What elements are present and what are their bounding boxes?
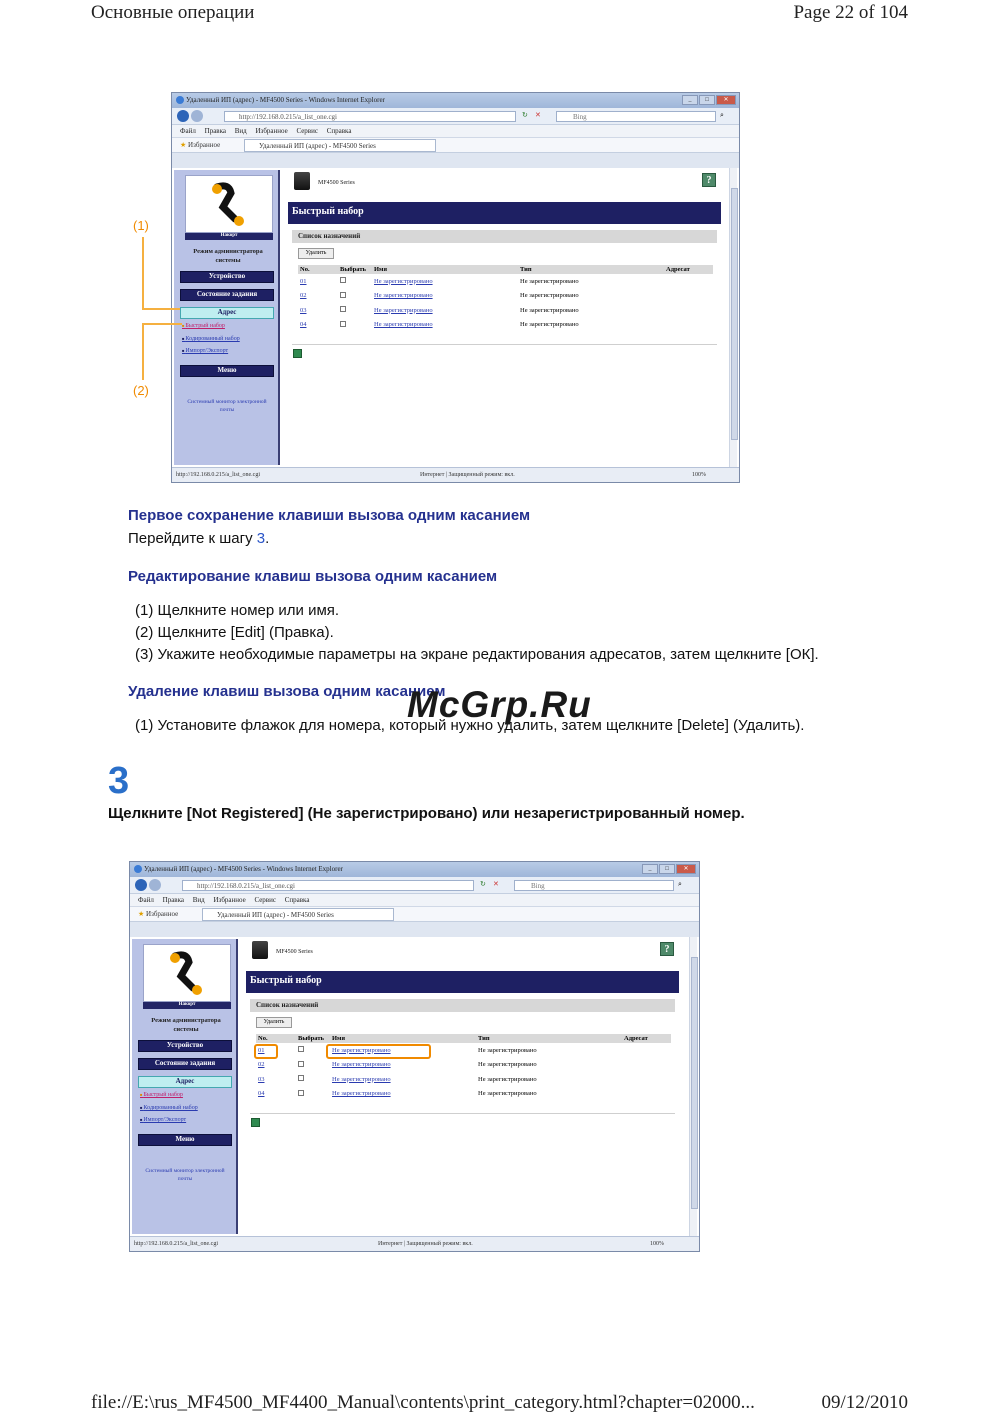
row-number[interactable]: 04 xyxy=(258,1090,265,1098)
sublink-import-export[interactable]: ■ Импорт/Экспорт xyxy=(182,348,228,354)
table-row xyxy=(298,303,713,318)
row-number[interactable]: 02 xyxy=(300,292,307,300)
status-zone: Интернет | Защищенный режим: вкл. xyxy=(420,472,515,478)
row-name[interactable]: Не зарегистрировано xyxy=(374,292,433,300)
search-icon[interactable]: ⌕ xyxy=(678,880,682,888)
col-no: No. xyxy=(298,265,338,274)
admin-mode-label: Режим администратора системы xyxy=(151,1017,221,1033)
menu-edit[interactable]: Правка xyxy=(204,127,227,135)
logo-caption: Накорт xyxy=(143,1002,231,1009)
step-3-link[interactable]: 3 xyxy=(256,530,266,547)
row-name[interactable]: Не зарегистрировано xyxy=(332,1046,391,1054)
url-input[interactable]: http://192.168.0.215/a_list_one.cgi xyxy=(182,880,474,891)
table-row xyxy=(256,1043,671,1058)
browser-title: Удаленный ИП (адрес) - MF4500 Series - Windows Internet Explorer xyxy=(186,96,385,104)
callout-2-line xyxy=(142,324,144,380)
stop-icon[interactable]: ✕ xyxy=(493,880,499,888)
rui-main xyxy=(242,937,689,1236)
col-select: Выбрать xyxy=(296,1034,330,1043)
printer-icon xyxy=(294,172,310,190)
menu-favorites[interactable]: Избранное xyxy=(255,127,288,135)
minimize-button[interactable]: _ xyxy=(642,864,658,874)
scrollbar[interactable] xyxy=(689,937,697,1236)
status-bar xyxy=(172,467,739,482)
row-checkbox[interactable] xyxy=(298,1075,304,1081)
top-of-page-icon[interactable] xyxy=(293,349,302,358)
page-content xyxy=(130,937,699,1236)
menu-file[interactable]: Файл xyxy=(138,896,154,904)
col-type: Тип xyxy=(518,265,664,274)
browser-tab[interactable]: Удаленный ИП (адрес) - MF4500 Series xyxy=(202,908,394,921)
row-name[interactable]: Не зарегистрировано xyxy=(374,321,433,329)
nav-menu[interactable]: Меню xyxy=(180,365,274,377)
sublink-speed-dial[interactable]: ■ Быстрый набор xyxy=(182,323,225,329)
rui-main xyxy=(284,168,729,467)
ie-icon xyxy=(134,865,142,873)
divider xyxy=(250,1113,675,1114)
back-icon[interactable] xyxy=(135,879,147,891)
menu-edit[interactable]: Правка xyxy=(162,896,185,904)
row-name[interactable]: Не зарегистрировано xyxy=(374,277,433,285)
callout-1: (1) xyxy=(133,218,149,233)
col-name: Имя xyxy=(372,265,518,274)
favorites-label[interactable]: Избранное xyxy=(188,141,221,149)
nav-address[interactable]: Адрес xyxy=(138,1076,232,1088)
step-title: Щелкните [Not Registered] (Не зарегистрировано) или незарегистрированный номер. xyxy=(108,805,745,822)
rui-sidebar xyxy=(132,939,238,1234)
printer-icon xyxy=(252,941,268,959)
table-row xyxy=(298,289,713,304)
row-checkbox[interactable] xyxy=(298,1090,304,1096)
sublink-import-export[interactable]: ■ Импорт/Экспорт xyxy=(140,1117,186,1123)
callout-2: (2) xyxy=(133,383,149,398)
watermark-logo: McGrp.Ru xyxy=(407,684,592,725)
logo-icon xyxy=(185,175,273,233)
status-url: http://192.168.0.215/a_list_one.cgi xyxy=(176,472,260,478)
first-save-prefix: Перейдите к шагу xyxy=(128,530,257,547)
series-label: MF4500 Series xyxy=(318,180,355,186)
url-input[interactable]: http://192.168.0.215/a_list_one.cgi xyxy=(224,111,516,122)
delete-heading: Удаление клавиш вызова одним касанием xyxy=(128,683,446,700)
nav-device[interactable]: Устройство xyxy=(180,271,274,283)
zoom-level[interactable]: 100% xyxy=(692,472,706,478)
page-banner: Быстрый набор xyxy=(288,202,721,224)
menu-bar xyxy=(172,125,739,138)
star-icon[interactable]: ★ xyxy=(180,141,187,149)
first-save-suffix: . xyxy=(265,530,270,547)
screenshot-bottom xyxy=(129,861,700,1252)
browser-titlebar xyxy=(130,862,699,877)
destination-table xyxy=(298,265,713,332)
series-label: MF4500 Series xyxy=(276,949,313,955)
menu-help[interactable]: Справка xyxy=(284,896,310,904)
table-row xyxy=(298,274,713,289)
browser-titlebar xyxy=(172,93,739,108)
page-footer-path: file://E:\rus_MF4500_MF4400_Manual\contents\print_category.html?chapter=02000... xyxy=(91,1392,755,1413)
address-bar xyxy=(172,108,739,125)
col-type: Тип xyxy=(476,1034,622,1043)
row-name[interactable]: Не зарегистрировано xyxy=(374,306,433,314)
close-button[interactable]: ✕ xyxy=(716,95,736,105)
row-checkbox[interactable] xyxy=(340,306,346,312)
menu-tools[interactable]: Сервис xyxy=(254,896,276,904)
sublink-coded-dial[interactable]: ■ Кодированный набор xyxy=(182,336,240,342)
row-type: Не зарегистрировано xyxy=(478,1046,537,1054)
maximize-button[interactable]: □ xyxy=(659,864,675,874)
delete-button[interactable]: Удалить xyxy=(298,248,334,259)
row-checkbox[interactable] xyxy=(298,1046,304,1052)
table-row xyxy=(256,1087,671,1102)
row-number[interactable]: 03 xyxy=(300,306,307,314)
callout-1-connector xyxy=(142,308,180,310)
edit-step-1: (1) Щелкните номер или имя. xyxy=(135,602,340,619)
divider xyxy=(292,344,717,345)
row-number[interactable]: 01 xyxy=(258,1046,265,1054)
row-number[interactable]: 03 xyxy=(258,1075,265,1083)
status-bar xyxy=(130,1236,699,1251)
first-save-text xyxy=(128,530,269,547)
row-checkbox[interactable] xyxy=(298,1061,304,1067)
page-number: Page 22 of 104 xyxy=(793,2,908,23)
email-monitor-link[interactable]: Системный монитор электронной почты xyxy=(187,399,267,413)
table-row xyxy=(256,1058,671,1073)
row-type: Не зарегистрировано xyxy=(520,306,579,314)
delete-button[interactable]: Удалить xyxy=(256,1017,292,1028)
sublink-coded-dial[interactable]: ■ Кодированный набор xyxy=(140,1105,198,1111)
star-icon[interactable]: ★ xyxy=(138,910,145,918)
forward-icon[interactable] xyxy=(149,879,161,891)
help-icon[interactable]: ? xyxy=(660,942,674,956)
menu-bar xyxy=(130,894,699,907)
page-banner: Быстрый набор xyxy=(246,971,679,993)
menu-tools[interactable]: Сервис xyxy=(296,127,318,135)
row-name[interactable]: Не зарегистрировано xyxy=(332,1075,391,1083)
edit-step-2: (2) Щелкните [Edit] (Правка). xyxy=(135,624,334,641)
menu-file[interactable]: Файл xyxy=(180,127,196,135)
destination-table xyxy=(256,1034,671,1101)
forward-icon[interactable] xyxy=(191,110,203,122)
row-type: Не зарегистрировано xyxy=(520,292,579,300)
refresh-icon[interactable]: ↻ xyxy=(480,880,486,888)
edit-heading: Редактирование клавиш вызова одним касанием xyxy=(128,568,498,585)
row-number[interactable]: 02 xyxy=(258,1061,265,1069)
nav-job-status[interactable]: Состояние задания xyxy=(180,289,274,301)
search-input[interactable]: Bing xyxy=(556,111,716,122)
favorites-label[interactable]: Избранное xyxy=(146,910,179,918)
logo-caption: Накорт xyxy=(185,233,273,240)
sublink-speed-dial[interactable]: ■ Быстрый набор xyxy=(140,1092,183,1098)
browser-title: Удаленный ИП (адрес) - MF4500 Series - Windows Internet Explorer xyxy=(144,865,343,873)
highlight-name xyxy=(326,1044,431,1059)
search-icon[interactable]: ⌕ xyxy=(720,111,724,119)
col-no: No. xyxy=(256,1034,296,1043)
delete-step-1: (1) Установите флажок для номера, который нужно удалить, затем щелкните [Delete] (Удалить). xyxy=(135,717,805,734)
col-destination: Адресат xyxy=(664,265,713,274)
callout-1-line xyxy=(142,237,144,309)
callout-2-connector xyxy=(142,323,182,325)
nav-job-status[interactable]: Состояние задания xyxy=(138,1058,232,1070)
row-checkbox[interactable] xyxy=(340,277,346,283)
help-icon[interactable]: ? xyxy=(702,173,716,187)
screenshot-top xyxy=(171,92,740,483)
nav-address[interactable]: Адрес xyxy=(180,307,274,319)
menu-view[interactable]: Вид xyxy=(234,127,247,135)
rui-sidebar xyxy=(174,170,280,465)
row-type: Не зарегистрировано xyxy=(520,321,579,329)
minimize-button[interactable]: _ xyxy=(682,95,698,105)
table-row xyxy=(256,1072,671,1087)
highlight-number xyxy=(254,1044,278,1059)
ie-icon xyxy=(176,96,184,104)
close-button[interactable]: ✕ xyxy=(676,864,696,874)
top-of-page-icon[interactable] xyxy=(251,1118,260,1127)
favorites-bar xyxy=(172,138,739,153)
page-content xyxy=(172,168,739,467)
edit-step-3: (3) Укажите необходимые параметры на экране редактирования адресатов, затем щелкните [ОК]. xyxy=(135,646,819,663)
address-bar xyxy=(130,877,699,894)
nav-menu[interactable]: Меню xyxy=(138,1134,232,1146)
zoom-level[interactable]: 100% xyxy=(650,1241,664,1247)
status-url: http://192.168.0.215/a_list_one.cgi xyxy=(134,1241,218,1247)
row-number[interactable]: 01 xyxy=(300,277,307,285)
menu-favorites[interactable]: Избранное xyxy=(213,896,246,904)
row-number[interactable]: 04 xyxy=(300,321,307,329)
row-type: Не зарегистрировано xyxy=(478,1075,537,1083)
step-number: 3 xyxy=(108,760,130,802)
list-header: Список назначений xyxy=(292,230,717,243)
row-name[interactable]: Не зарегистрировано xyxy=(332,1061,391,1069)
logo-icon xyxy=(143,944,231,1002)
refresh-icon[interactable]: ↻ xyxy=(522,111,528,119)
row-type: Не зарегистрировано xyxy=(478,1090,537,1098)
search-input[interactable]: Bing xyxy=(514,880,674,891)
status-zone: Интернет | Защищенный режим: вкл. xyxy=(378,1241,473,1247)
row-checkbox[interactable] xyxy=(340,321,346,327)
table-row xyxy=(298,318,713,333)
email-monitor-link[interactable]: Системный монитор электронной почты xyxy=(145,1168,225,1182)
row-name[interactable]: Не зарегистрировано xyxy=(332,1090,391,1098)
stop-icon[interactable]: ✕ xyxy=(535,111,541,119)
row-type: Не зарегистрировано xyxy=(520,277,579,285)
browser-tab[interactable]: Удаленный ИП (адрес) - MF4500 Series xyxy=(244,139,436,152)
first-save-heading: Первое сохранение клавиши вызова одним касанием xyxy=(128,507,531,524)
admin-mode-label: Режим администратора системы xyxy=(193,248,263,264)
scrollbar[interactable] xyxy=(729,168,737,467)
page-footer-date: 09/12/2010 xyxy=(821,1392,908,1413)
maximize-button[interactable]: □ xyxy=(699,95,715,105)
menu-view[interactable]: Вид xyxy=(192,896,205,904)
page-header-title: Основные операции xyxy=(91,2,255,23)
col-name: Имя xyxy=(330,1034,476,1043)
col-destination: Адресат xyxy=(622,1034,671,1043)
col-select: Выбрать xyxy=(338,265,372,274)
favorites-bar xyxy=(130,907,699,922)
list-header: Список назначений xyxy=(250,999,675,1012)
row-type: Не зарегистрировано xyxy=(478,1061,537,1069)
menu-help[interactable]: Справка xyxy=(326,127,352,135)
back-icon[interactable] xyxy=(177,110,189,122)
row-checkbox[interactable] xyxy=(340,292,346,298)
nav-device[interactable]: Устройство xyxy=(138,1040,232,1052)
